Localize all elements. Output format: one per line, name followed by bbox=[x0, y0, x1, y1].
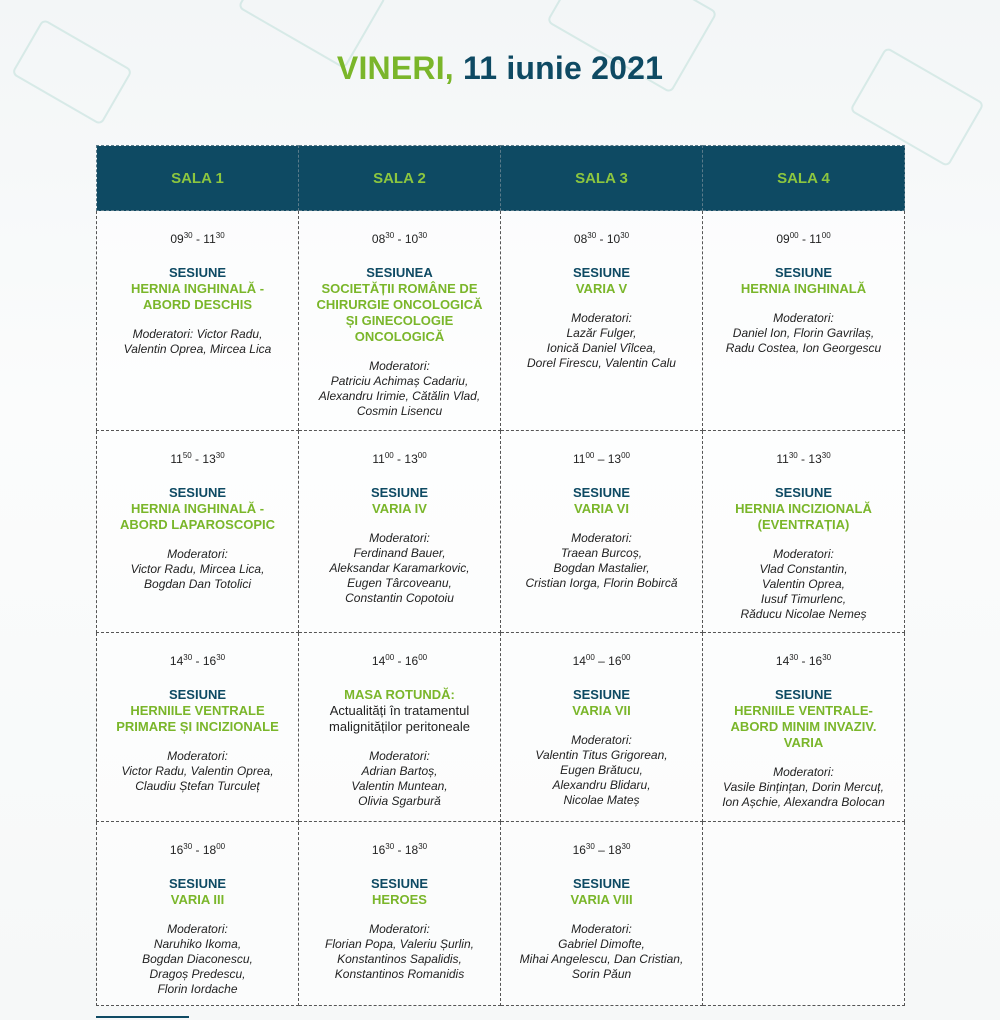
hall-header: SALA 3 bbox=[501, 146, 703, 211]
time-start-minutes: 00 bbox=[789, 231, 799, 240]
session-time bbox=[507, 451, 696, 466]
moderators-label: Moderatori: bbox=[369, 531, 430, 545]
time-separator: – bbox=[594, 654, 609, 668]
session-cell bbox=[299, 431, 501, 633]
session-title-line: (EVENTRAȚIA) bbox=[757, 517, 850, 532]
moderator-line: Konstantinos Sapalidis, bbox=[337, 952, 462, 966]
moderators-label: Moderatori: Victor Radu, bbox=[132, 327, 263, 341]
session-description-line: Actualități în tratamentul bbox=[329, 703, 470, 718]
session-title-line: HEROES bbox=[372, 892, 427, 907]
session-cell bbox=[501, 822, 703, 1006]
time-start-minutes: 30 bbox=[789, 653, 799, 662]
session-cell bbox=[97, 431, 299, 633]
time-start-hour: 16 bbox=[371, 843, 386, 857]
moderators bbox=[709, 765, 898, 810]
session-time bbox=[709, 451, 898, 466]
time-start-minutes: 00 bbox=[585, 451, 595, 460]
time-end-hour: 10 bbox=[404, 232, 419, 246]
hall-header: SALA 2 bbox=[299, 146, 501, 211]
session-title-line: HERNIA INGHINALĂ - bbox=[130, 501, 265, 516]
session-type: SESIUNEA bbox=[366, 265, 433, 280]
time-end-minutes: 30 bbox=[215, 231, 225, 240]
moderator-line: Nicolae Mateș bbox=[563, 793, 640, 807]
time-separator: - bbox=[192, 843, 203, 857]
footer-accent-line bbox=[96, 1016, 189, 1018]
time-start-hour: 11 bbox=[573, 452, 586, 466]
session-title-line: HERNIILE VENTRALE bbox=[130, 703, 265, 718]
moderators bbox=[507, 311, 696, 371]
session-time bbox=[103, 842, 292, 857]
time-end-minutes: 00 bbox=[418, 653, 428, 662]
time-start-hour: 11 bbox=[372, 452, 385, 466]
session-cell bbox=[97, 211, 299, 431]
time-separator: - bbox=[596, 232, 607, 246]
moderators bbox=[103, 749, 292, 794]
time-end-minutes: 00 bbox=[621, 653, 631, 662]
moderators bbox=[305, 922, 494, 982]
session-title-line: ABORD DESCHIS bbox=[142, 297, 253, 312]
session-title-line: VARIA V bbox=[575, 281, 628, 296]
session-title-line: PRIMARE ȘI INCIZIONALE bbox=[116, 719, 279, 734]
time-end-hour: 16 bbox=[608, 654, 622, 668]
moderators bbox=[507, 531, 696, 591]
moderator-line: Valentin Oprea, Mircea Lica bbox=[123, 342, 272, 356]
session-title-line: ABORD MINIM INVAZIV. bbox=[730, 719, 877, 734]
time-separator: - bbox=[798, 654, 809, 668]
moderator-line: Constantin Copotoiu bbox=[345, 591, 454, 605]
session-time bbox=[305, 842, 494, 857]
session-type: SESIUNE bbox=[572, 265, 631, 280]
moderators-label: Moderatori: bbox=[571, 922, 632, 936]
schedule-row bbox=[97, 633, 905, 822]
moderator-line: Aleksandar Karamarkovic, bbox=[329, 561, 470, 575]
session-title-line: ABORD LAPAROSCOPIC bbox=[119, 517, 276, 532]
moderators-label: Moderatori: bbox=[369, 359, 430, 373]
schedule-table bbox=[96, 145, 905, 1006]
time-end-hour: 13 bbox=[607, 452, 622, 466]
moderator-line: Naruhiko Ikoma, bbox=[153, 937, 242, 951]
moderator-line: Eugen Târcoveanu, bbox=[347, 576, 452, 590]
time-start-minutes: 30 bbox=[183, 842, 193, 851]
time-start-hour: 14 bbox=[169, 654, 184, 668]
time-separator: - bbox=[798, 232, 810, 246]
time-start-minutes: 30 bbox=[585, 842, 595, 851]
moderators bbox=[103, 547, 292, 592]
moderators-label: Moderatori: bbox=[773, 547, 834, 561]
session-type: SESIUNE bbox=[774, 485, 833, 500]
session-title-line: VARIA VIII bbox=[570, 892, 633, 907]
moderators-label: Moderatori: bbox=[369, 922, 430, 936]
session-title-line: VARIA VII bbox=[572, 703, 631, 718]
moderator-line: Lazăr Fulger, bbox=[566, 326, 637, 340]
moderator-line: Bogdan Mastalier, bbox=[553, 561, 650, 575]
moderators bbox=[709, 311, 898, 356]
session-type: SESIUNE bbox=[168, 687, 227, 702]
session-cell bbox=[299, 633, 501, 822]
moderators-label: Moderatori: bbox=[571, 531, 632, 545]
time-end-minutes: 30 bbox=[821, 451, 831, 460]
time-end-hour: 13 bbox=[808, 452, 822, 466]
session-cell bbox=[703, 211, 905, 431]
moderator-line: Claudiu Ștefan Turculeț bbox=[135, 779, 260, 793]
moderator-line: Konstantinos Romanidis bbox=[334, 967, 465, 981]
session-title-line: VARIA bbox=[783, 735, 824, 750]
moderator-line: Victor Radu, Mircea Lica, bbox=[130, 562, 265, 576]
session-type: SESIUNE bbox=[168, 265, 227, 280]
session-type: SESIUNE bbox=[168, 876, 227, 891]
time-start-hour: 14 bbox=[371, 654, 386, 668]
session-cell bbox=[501, 431, 703, 633]
time-separator: - bbox=[394, 232, 405, 246]
session-title-line: VARIA III bbox=[170, 892, 225, 907]
schedule-row bbox=[97, 211, 905, 431]
time-start-hour: 14 bbox=[775, 654, 790, 668]
time-separator: - bbox=[393, 452, 405, 466]
session-type: SESIUNE bbox=[168, 485, 227, 500]
moderators-label: Moderatori: bbox=[773, 311, 834, 325]
moderator-line: Alexandru Blidaru, bbox=[552, 778, 651, 792]
time-start-minutes: 00 bbox=[385, 653, 395, 662]
session-time bbox=[103, 231, 292, 246]
moderator-line: Mihai Angelescu, Dan Cristian, bbox=[519, 952, 684, 966]
moderators bbox=[305, 531, 494, 606]
session-time bbox=[103, 451, 292, 466]
moderator-line: Bogdan Dan Totolici bbox=[144, 577, 251, 591]
session-type: SESIUNE bbox=[370, 876, 429, 891]
title-day: VINERI, bbox=[336, 50, 454, 86]
moderators-label: Moderatori: bbox=[167, 749, 228, 763]
hall-header: SALA 1 bbox=[97, 146, 299, 211]
moderator-line: Valentin Muntean, bbox=[351, 779, 448, 793]
time-start-minutes: 30 bbox=[183, 653, 193, 662]
moderators-label: Moderatori: bbox=[571, 733, 632, 747]
session-cell bbox=[299, 211, 501, 431]
time-separator: - bbox=[797, 452, 809, 466]
time-end-hour: 13 bbox=[202, 452, 216, 466]
time-end-minutes: 30 bbox=[215, 451, 225, 460]
session-type: SESIUNE bbox=[774, 265, 833, 280]
moderator-line: Radu Costea, Ion Georgescu bbox=[725, 341, 882, 355]
schedule-row bbox=[97, 431, 905, 633]
time-start-minutes: 30 bbox=[788, 451, 798, 460]
session-type: MASA ROTUNDĂ: bbox=[344, 687, 455, 702]
moderators bbox=[709, 547, 898, 622]
time-end-hour: 18 bbox=[404, 843, 419, 857]
schedule-header-row bbox=[97, 146, 905, 211]
time-end-minutes: 00 bbox=[621, 451, 630, 460]
time-start-hour: 09 bbox=[776, 232, 790, 246]
moderator-line: Florin Iordache bbox=[157, 982, 238, 996]
session-title-line: ȘI GINECOLOGIE bbox=[345, 313, 454, 328]
time-start-hour: 09 bbox=[170, 232, 184, 246]
session-type: SESIUNE bbox=[572, 485, 631, 500]
time-end-hour: 16 bbox=[808, 654, 823, 668]
moderators-label: Moderatori: bbox=[167, 547, 228, 561]
moderator-line: Adrian Bartoș, bbox=[361, 764, 438, 778]
time-end-minutes: 30 bbox=[621, 842, 631, 851]
time-end-minutes: 30 bbox=[620, 231, 630, 240]
time-start-minutes: 50 bbox=[182, 451, 192, 460]
session-time bbox=[305, 451, 494, 466]
moderators-label: Moderatori: bbox=[773, 765, 834, 779]
time-end-minutes: 30 bbox=[418, 231, 428, 240]
session-title-line: HERNIILE VENTRALE- bbox=[734, 703, 873, 718]
session-type: SESIUNE bbox=[774, 687, 833, 702]
session-title-line: VARIA VI bbox=[574, 501, 629, 516]
session-time bbox=[305, 653, 494, 668]
moderator-line: Iusuf Timurlenc, bbox=[760, 592, 847, 606]
moderators bbox=[305, 359, 494, 419]
moderators bbox=[103, 327, 292, 357]
session-cell bbox=[299, 822, 501, 1006]
session-type: SESIUNE bbox=[572, 687, 631, 702]
session-time bbox=[709, 653, 898, 668]
time-end-minutes: 30 bbox=[216, 653, 226, 662]
moderator-line: Cosmin Lisencu bbox=[356, 404, 443, 418]
session-time bbox=[709, 231, 898, 246]
time-end-hour: 13 bbox=[404, 452, 418, 466]
session-time bbox=[507, 842, 696, 857]
time-end-hour: 11 bbox=[203, 232, 216, 246]
session-cell bbox=[97, 633, 299, 822]
session-type: SESIUNE bbox=[572, 876, 631, 891]
time-start-hour: 11 bbox=[170, 452, 183, 466]
moderators bbox=[305, 749, 494, 809]
time-start-hour: 14 bbox=[572, 654, 586, 668]
time-start-minutes: 00 bbox=[384, 451, 394, 460]
time-end-hour: 18 bbox=[202, 843, 217, 857]
schedule-row bbox=[97, 822, 905, 1006]
moderator-line: Vlad Constantin, bbox=[759, 562, 848, 576]
session-time bbox=[305, 231, 494, 246]
moderator-line: Daniel Ion, Florin Gavrilaș, bbox=[732, 326, 875, 340]
time-separator: - bbox=[394, 654, 405, 668]
session-title-line: HERNIA INGHINALĂ - bbox=[130, 281, 265, 296]
time-end-hour: 10 bbox=[606, 232, 621, 246]
moderator-line: Alexandru Irimie, Cătălin Vlad, bbox=[318, 389, 481, 403]
time-separator: – bbox=[594, 452, 608, 466]
moderators-label: Moderatori: bbox=[369, 749, 430, 763]
time-start-hour: 16 bbox=[169, 843, 184, 857]
time-end-minutes: 00 bbox=[821, 231, 831, 240]
moderator-line: Eugen Brătucu, bbox=[560, 763, 643, 777]
time-start-hour: 08 bbox=[573, 232, 588, 246]
session-cell bbox=[703, 633, 905, 822]
moderator-line: Patriciu Achimaș Cadariu, bbox=[330, 374, 469, 388]
time-end-hour: 18 bbox=[608, 843, 622, 857]
moderator-line: Sorin Păun bbox=[571, 967, 632, 981]
moderator-line: Olivia Sgarbură bbox=[358, 794, 441, 808]
time-start-hour: 11 bbox=[776, 452, 789, 466]
moderator-line: Florian Popa, Valeriu Șurlin, bbox=[325, 937, 474, 951]
moderator-line: Traean Burcoș, bbox=[560, 546, 643, 560]
moderator-line: Victor Radu, Valentin Oprea, bbox=[121, 764, 274, 778]
moderator-line: Ferdinand Bauer, bbox=[353, 546, 446, 560]
time-separator: - bbox=[191, 452, 203, 466]
moderators-label: Moderatori: bbox=[571, 311, 632, 325]
moderator-line: Vasile Bințințan, Dorin Mercuț, bbox=[723, 780, 884, 794]
time-end-minutes: 30 bbox=[418, 842, 428, 851]
moderator-line: Cristian Iorga, Florin Bobircă bbox=[525, 576, 678, 590]
time-separator: - bbox=[192, 232, 204, 246]
moderator-line: Bogdan Diaconescu, bbox=[142, 952, 253, 966]
moderator-line: Ion Așchie, Alexandra Bolocan bbox=[722, 795, 885, 809]
moderators bbox=[103, 922, 292, 997]
session-title-line: SOCIETĂȚII ROMÂNE DE bbox=[321, 281, 478, 296]
title-date: 11 iunie 2021 bbox=[463, 50, 664, 86]
time-start-minutes: 30 bbox=[385, 231, 395, 240]
time-end-hour: 16 bbox=[404, 654, 419, 668]
time-end-minutes: 00 bbox=[216, 842, 226, 851]
time-end-hour: 16 bbox=[202, 654, 217, 668]
session-time bbox=[103, 653, 292, 668]
session-title-line: ONCOLOGICĂ bbox=[354, 329, 445, 344]
time-start-hour: 16 bbox=[572, 843, 586, 857]
moderator-line: Dorel Firescu, Valentin Calu bbox=[527, 356, 676, 370]
session-time bbox=[507, 653, 696, 668]
moderator-line: Răducu Nicolae Nemeș bbox=[740, 607, 867, 621]
time-start-minutes: 30 bbox=[385, 842, 395, 851]
session-cell bbox=[97, 822, 299, 1006]
session-type: SESIUNE bbox=[370, 485, 429, 500]
moderator-line: Dragoș Predescu, bbox=[149, 967, 246, 981]
moderators bbox=[507, 733, 696, 808]
time-separator: – bbox=[594, 843, 609, 857]
time-end-minutes: 00 bbox=[417, 451, 427, 460]
moderator-line: Valentin Titus Grigorean, bbox=[535, 748, 668, 762]
time-start-hour: 08 bbox=[371, 232, 386, 246]
session-title-line: HERNIA INCIZIONALĂ bbox=[735, 501, 872, 516]
session-cell bbox=[501, 211, 703, 431]
time-end-hour: 11 bbox=[809, 232, 822, 246]
time-start-minutes: 30 bbox=[183, 231, 193, 240]
moderator-line: Ionică Daniel Vîlcea, bbox=[546, 341, 657, 355]
session-title-line: CHIRURGIE ONCOLOGICĂ bbox=[316, 297, 483, 312]
session-cell bbox=[703, 822, 905, 1006]
session-cell bbox=[703, 431, 905, 633]
session-description-line: malignităților peritoneale bbox=[329, 719, 470, 734]
time-separator: - bbox=[394, 843, 405, 857]
hall-header: SALA 4 bbox=[703, 146, 905, 211]
session-time bbox=[507, 231, 696, 246]
page-title bbox=[0, 50, 1000, 87]
moderators bbox=[507, 922, 696, 982]
moderators-label: Moderatori: bbox=[167, 922, 228, 936]
moderator-line: Valentin Oprea, bbox=[762, 577, 845, 591]
time-separator: - bbox=[192, 654, 203, 668]
session-cell bbox=[501, 633, 703, 822]
session-title-line: HERNIA INGHINALĂ bbox=[740, 281, 867, 296]
moderator-line: Gabriel Dimofte, bbox=[558, 937, 645, 951]
time-start-minutes: 00 bbox=[585, 653, 595, 662]
time-end-minutes: 30 bbox=[822, 653, 832, 662]
time-start-minutes: 30 bbox=[587, 231, 597, 240]
session-title-line: VARIA IV bbox=[372, 501, 427, 516]
